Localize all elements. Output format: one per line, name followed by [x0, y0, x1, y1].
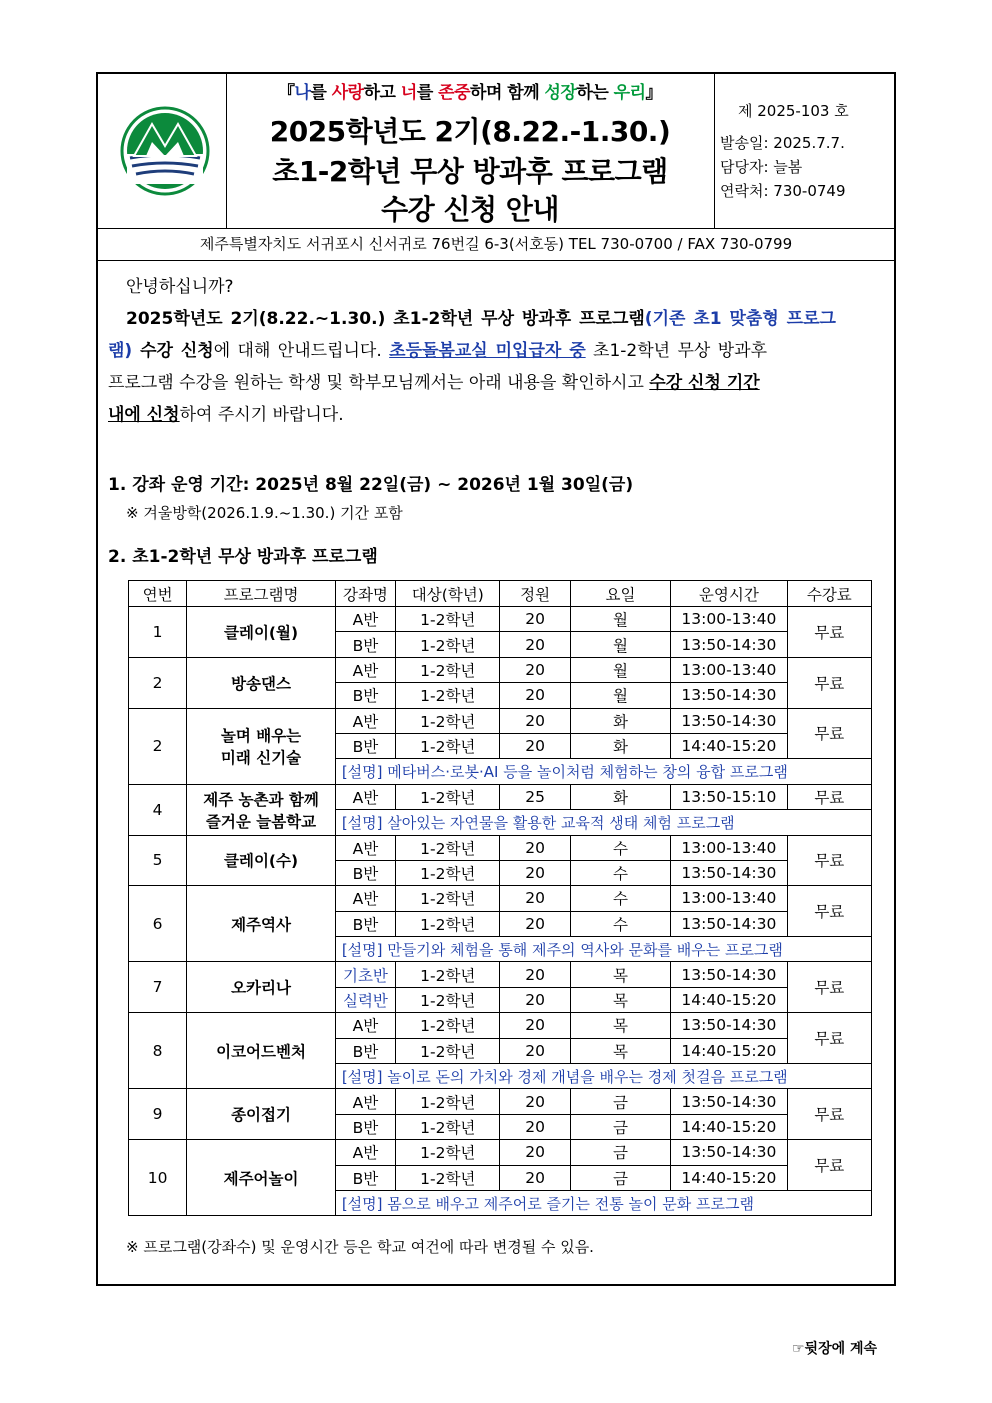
table-row: 6 제주역사 A반 1-2학년 20 수 13:00-13:40 무료 [129, 886, 872, 911]
table-row: B반 1-2학년 20 화 14:40-15:20 [129, 733, 872, 758]
document-frame [96, 72, 896, 1286]
intro-line-4: 내에 신청하여 주시기 바랍니다. [108, 405, 344, 425]
program-table [128, 580, 872, 1216]
col-grade: 대상(학년) [396, 581, 500, 607]
title-line-2: 초1-2학년 무상 방과후 프로그램 [272, 155, 668, 188]
section-1-note: ※ 겨울방학(2026.1.9.~1.30.) 기간 포함 [126, 504, 403, 522]
section-2-heading: 2. 초1-2학년 무상 방과후 프로그램 [108, 547, 378, 567]
program-description: [설명] 살아있는 자연물을 활용한 교육적 생태 체험 프로그램 [335, 810, 871, 835]
col-day: 요일 [570, 581, 670, 607]
table-row: 1 클레이(월) A반 1-2학년 20 월 13:00-13:40 무료 [129, 607, 872, 632]
col-program: 프로그램명 [187, 581, 336, 607]
continue-note: ☞뒷장에 계속 [792, 1341, 878, 1357]
table-row: 9 종이접기 A반 1-2학년 20 금 13:50-14:30 무료 [129, 1089, 872, 1114]
table-row: B반 1-2학년 20 금 14:40-15:20 [129, 1114, 872, 1139]
school-slogan: 『나를 사랑하고 너를 존중하며 함께 성장하는 우리』 [277, 83, 663, 103]
school-logo-icon [120, 106, 210, 196]
table-row: 4 제주 농촌과 함께 즐거운 늘봄학교 A반 1-2학년 25 화 13:50-15:10 무료 [129, 784, 872, 809]
program-description: [설명] 만들기와 체험을 통해 제주의 역사와 문화를 배우는 프로그램 [335, 937, 871, 962]
intro-line-2: 램) 수강 신청에 대해 안내드립니다. 초등돌봄교실 미입급자 중 초1-2학년 무상 방과후 [108, 341, 767, 361]
table-row: B반 1-2학년 20 금 14:40-15:20 [129, 1165, 872, 1190]
document-header [98, 74, 894, 229]
table-row: 8 이코어드벤처 A반 1-2학년 20 목 13:50-14:30 무료 [129, 1013, 872, 1038]
table-row: B반 1-2학년 20 수 13:50-14:30 [129, 860, 872, 885]
section-1-heading: 1. 강좌 운영 기간: 2025년 8월 22일(금) ~ 2026년 1월 30일(금) [108, 475, 634, 495]
table-row: B반 1-2학년 20 월 13:50-14:30 [129, 683, 872, 708]
program-description: [설명] 메타버스·로봇·AI 등을 놀이처럼 체험하는 창의 융합 프로그램 [335, 759, 871, 784]
col-fee: 수강료 [787, 581, 871, 607]
title-line-1: 2025학년도 2기(8.22.-1.30.) [269, 115, 671, 148]
table-row: 7 오카리나 기초반 1-2학년 20 목 13:50-14:30 무료 [129, 962, 872, 987]
manager: 담당자: 늘봄 [720, 158, 803, 176]
table-footnote: ※ 프로그램(강좌수) 및 운영시간 등은 학교 여건에 따라 변경될 수 있음. [126, 1238, 594, 1256]
table-row: 2 놀며 배우는 미래 신기술 A반 1-2학년 20 화 13:50-14:30 무료 [129, 708, 872, 733]
table-row: B반 1-2학년 20 목 14:40-15:20 [129, 1038, 872, 1063]
program-description: [설명] 몸으로 배우고 제주어로 즐기는 전통 놀이 문화 프로그램 [335, 1190, 871, 1215]
intro-line-3: 프로그램 수강을 원하는 학생 및 학부모님께서는 아래 내용을 확인하시고 수강 신청 기간 [108, 373, 760, 393]
sent-date: 발송일: 2025.7.7. [720, 134, 845, 152]
table-row: 2 방송댄스 A반 1-2학년 20 월 13:00-13:40 무료 [129, 657, 872, 682]
greeting: 안녕하십니까? [126, 277, 234, 297]
table-header-row [129, 581, 872, 607]
col-no: 연번 [129, 581, 187, 607]
school-address: 제주특별자치도 서귀포시 신서귀로 76번길 6-3(서호동) TEL 730-0700 / FAX 730-0799 [98, 228, 894, 261]
contact: 연락처: 730-0749 [720, 182, 846, 200]
doc-number: 제 2025-103 호 [738, 102, 849, 120]
col-time: 운영시간 [671, 581, 787, 607]
table-row: 5 클레이(수) A반 1-2학년 20 수 13:00-13:40 무료 [129, 835, 872, 860]
col-capacity: 정원 [500, 581, 570, 607]
intro-line-1: 2025학년도 2기(8.22.~1.30.) 초1-2학년 무상 방과후 프로그램(기존 초1 맞춤형 프로그 [126, 309, 836, 329]
table-row: 실력반 1-2학년 20 목 14:40-15:20 [129, 987, 872, 1012]
table-row: B반 1-2학년 20 월 13:50-14:30 [129, 632, 872, 657]
col-class: 강좌명 [335, 581, 395, 607]
title-line-3: 수강 신청 안내 [381, 193, 559, 226]
table-row: 10 제주어놀이 A반 1-2학년 20 금 13:50-14:30 무료 [129, 1140, 872, 1165]
table-row: B반 1-2학년 20 수 13:50-14:30 [129, 911, 872, 936]
program-description: [설명] 놀이로 돈의 가치와 경제 개념을 배우는 경제 첫걸음 프로그램 [335, 1064, 871, 1089]
